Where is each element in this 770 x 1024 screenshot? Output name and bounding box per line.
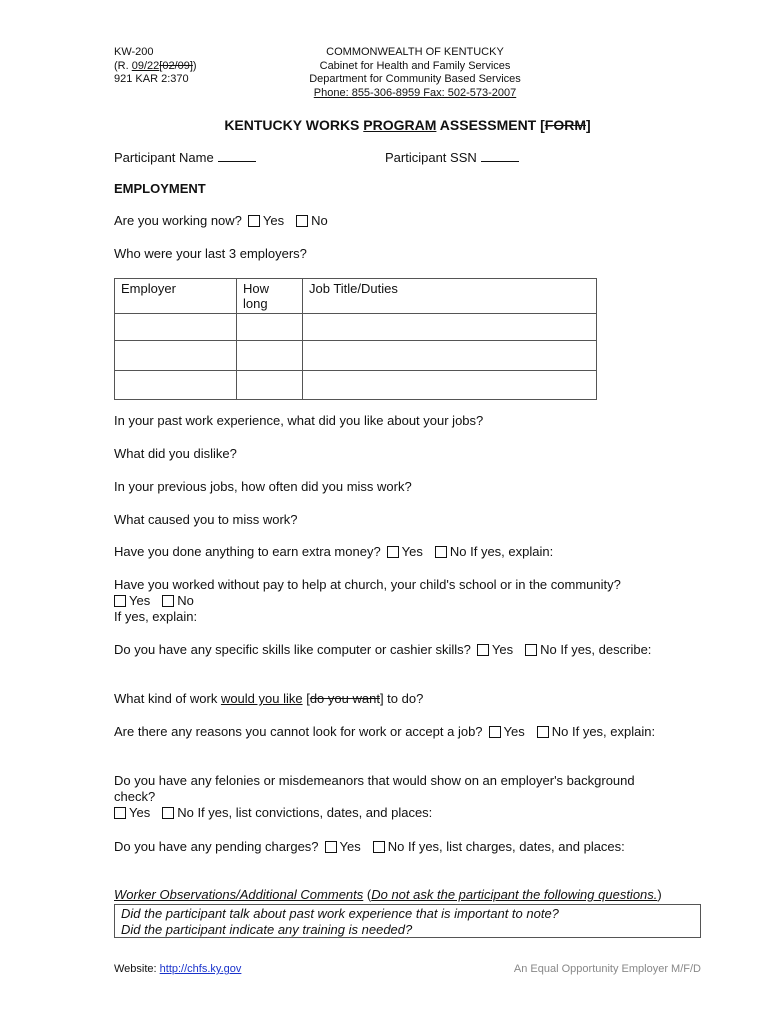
question-working-now: Are you working now? Yes No — [114, 213, 328, 228]
question-miss-work: In your previous jobs, how often did you miss work? — [114, 479, 412, 494]
question-reasons: Are there any reasons you cannot look for work or accept a job? Yes No If yes, explain: — [114, 724, 656, 739]
cell-job-title[interactable] — [303, 314, 597, 341]
table-row — [115, 314, 597, 341]
felonies-yes-checkbox[interactable] — [114, 807, 126, 819]
question-last-employers: Who were your last 3 employers? — [114, 246, 307, 261]
felonies-options: Yes No If yes, list convictions, dates, and places: — [114, 805, 432, 821]
org-line-1: COMMONWEALTH OF KENTUCKY — [326, 46, 504, 58]
working-yes-checkbox[interactable] — [248, 215, 260, 227]
question-kind-of-work: What kind of work would you like [do you want] to do? — [114, 691, 424, 706]
cell-how-long[interactable] — [237, 341, 303, 371]
agency-header — [260, 46, 570, 100]
cell-job-title[interactable] — [303, 371, 597, 400]
cell-job-title[interactable] — [303, 341, 597, 371]
cell-employer[interactable] — [115, 314, 237, 341]
form-id-block — [114, 46, 197, 87]
section-employment: EMPLOYMENT — [114, 181, 206, 196]
table-row — [115, 341, 597, 371]
table-row — [115, 371, 597, 400]
form-id: KW-200 — [114, 46, 154, 58]
extra-money-no-checkbox[interactable] — [435, 546, 447, 558]
pending-no-checkbox[interactable] — [373, 841, 385, 853]
observation-line-1: Did the participant talk about past work experience that is important to note? — [121, 906, 559, 921]
participant-name-blank[interactable] — [218, 149, 256, 162]
extra-money-yes-checkbox[interactable] — [387, 546, 399, 558]
participant-ssn-field[interactable]: Participant SSN — [385, 149, 519, 166]
table-header-row — [115, 279, 597, 314]
question-skills: Do you have any specific skills like computer or cashier skills? Yes No If yes, describe: — [114, 642, 652, 657]
header-employer: Employer — [115, 279, 237, 314]
working-no-checkbox[interactable] — [296, 215, 308, 227]
contact-line: Phone: 855-306-8959 Fax: 502-573-2007 — [313, 86, 517, 99]
website-link[interactable]: http://chfs.ky.gov — [159, 963, 242, 975]
question-felonies: Do you have any felonies or misdemeanors that would show on an employer's background — [114, 773, 635, 788]
equal-opportunity-note: An Equal Opportunity Employer M/F/D — [513, 963, 701, 975]
worker-observations-heading: Worker Observations/Additional Comments (Do not ask the participant the following questions.) — [114, 887, 662, 902]
participant-name-field[interactable]: Participant Name — [114, 149, 256, 166]
question-extra-money: Have you done anything to earn extra money? Yes No If yes, explain: — [114, 544, 554, 559]
participant-ssn-blank[interactable] — [481, 149, 519, 162]
skills-no-checkbox[interactable] — [525, 644, 537, 656]
question-miss-cause: What caused you to miss work? — [114, 512, 298, 527]
volunteer-no-checkbox[interactable] — [162, 595, 174, 607]
cell-how-long[interactable] — [237, 371, 303, 400]
pending-yes-checkbox[interactable] — [325, 841, 337, 853]
reasons-yes-checkbox[interactable] — [489, 726, 501, 738]
worker-observations-box[interactable] — [114, 904, 701, 938]
employers-table — [114, 278, 597, 400]
header-how-long: How long — [237, 279, 303, 314]
reasons-no-checkbox[interactable] — [537, 726, 549, 738]
volunteer-options: Yes No — [114, 593, 194, 609]
regulation: 921 KAR 2:370 — [114, 73, 189, 85]
footer-website: Website: http://chfs.ky.gov — [114, 963, 242, 975]
org-line-3: Department for Community Based Services — [309, 73, 521, 85]
cell-employer[interactable] — [115, 341, 237, 371]
question-disliked: What did you dislike? — [114, 446, 237, 461]
volunteer-explain: If yes, explain: — [114, 609, 198, 624]
cell-employer[interactable] — [115, 371, 237, 400]
question-volunteer: Have you worked without pay to help at church, your child's school or in the community? — [114, 577, 621, 592]
question-felonies-cont: check? — [114, 789, 156, 804]
question-pending: Do you have any pending charges? Yes No If yes, list charges, dates, and places: — [114, 839, 625, 854]
felonies-no-checkbox[interactable] — [162, 807, 174, 819]
cell-how-long[interactable] — [237, 314, 303, 341]
volunteer-yes-checkbox[interactable] — [114, 595, 126, 607]
skills-yes-checkbox[interactable] — [477, 644, 489, 656]
revision: (R. 09/22[02/09]) — [114, 59, 197, 72]
org-line-2: Cabinet for Health and Family Services — [319, 59, 511, 72]
question-liked-jobs: In your past work experience, what did you like about your jobs? — [114, 413, 484, 428]
header-job-title: Job Title/Duties — [303, 279, 597, 314]
page-title: KENTUCKY WORKS PROGRAM ASSESSMENT [FORM] — [224, 117, 591, 133]
observation-line-2: Did the participant indicate any training is needed? — [121, 922, 413, 937]
